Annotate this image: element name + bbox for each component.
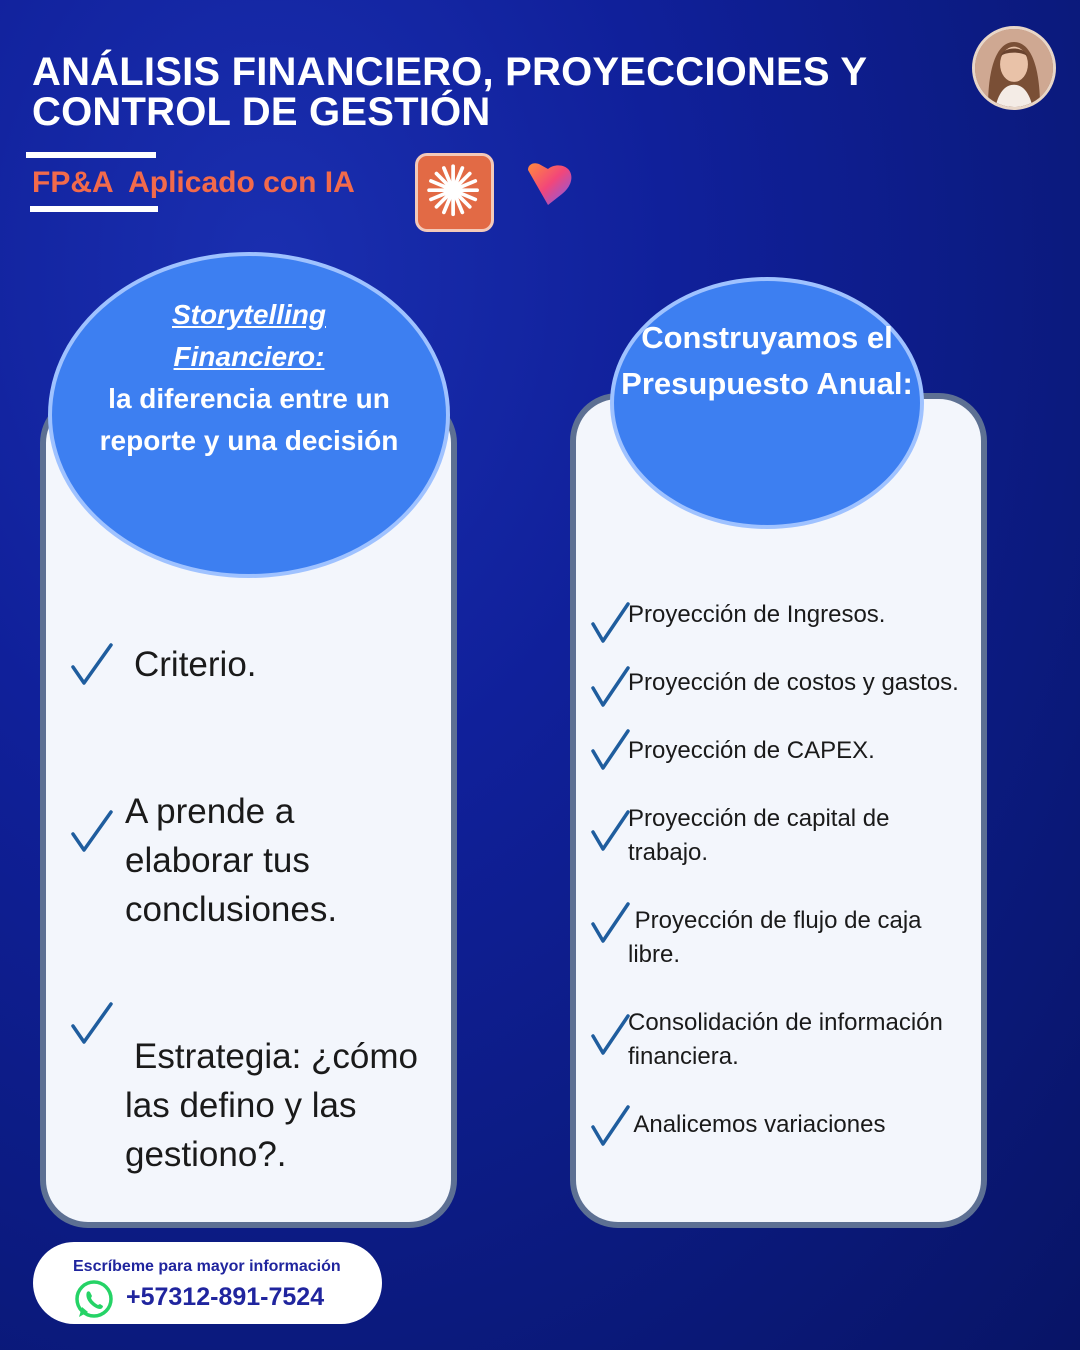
left-item-estrategia: Estrategia: ¿cómo las defino y las gestiono?. xyxy=(125,1037,418,1174)
right-card-heading: Construyamos el Presupuesto Anual: xyxy=(610,277,924,529)
checkmark-icon xyxy=(590,900,630,946)
heading-storytelling: Storytelling xyxy=(171,299,326,330)
contact-label: Escríbeme para mayor información xyxy=(73,1258,341,1275)
heading-financiero: Financiero: xyxy=(173,341,325,372)
right-item-capex: Proyección de CAPEX. xyxy=(628,737,875,764)
right-item-ingresos: Proyección de Ingresos. xyxy=(628,601,886,628)
phone-number[interactable]: +57312-891-7524 xyxy=(126,1283,325,1311)
right-item-variaciones: Analicemos variaciones xyxy=(628,1111,886,1138)
subtitle-rule-top xyxy=(26,152,156,158)
checkmark-icon xyxy=(70,1000,114,1048)
heading-subtext: la diferencia entre un reporte y una decisión xyxy=(99,383,399,456)
checkmark-icon xyxy=(70,641,114,689)
title-line-2: CONTROL DE GESTIÓN xyxy=(32,90,491,134)
right-item-consolidacion: Consolidación de información financiera. xyxy=(628,1009,943,1070)
checkmark-icon xyxy=(590,1012,630,1058)
checkmark-icon xyxy=(590,600,630,646)
profile-photo-icon xyxy=(975,29,1053,107)
subtitle-rule-bottom xyxy=(30,206,158,212)
avatar xyxy=(972,26,1056,110)
whatsapp-icon[interactable] xyxy=(73,1279,115,1321)
checkmark-icon xyxy=(590,727,630,773)
right-item-flujo: Proyección de flujo de caja libre. xyxy=(628,907,929,968)
checkmark-icon xyxy=(70,808,114,856)
heart-icon xyxy=(524,162,574,208)
left-card-heading xyxy=(48,252,450,578)
left-item-conclusiones: A prende a elaborar tus conclusiones. xyxy=(125,792,338,929)
title-line-1: ANÁLISIS FINANCIERO, PROYECCIONES Y xyxy=(32,50,868,94)
checkmark-icon xyxy=(590,664,630,710)
subtitle: FP&A Aplicado con IA xyxy=(32,166,355,199)
right-item-capital: Proyección de capital de trabajo. xyxy=(628,805,890,866)
page-title xyxy=(32,52,932,132)
checkmark-icon xyxy=(590,1103,630,1149)
claude-asterisk-icon xyxy=(415,153,494,232)
right-item-costos: Proyección de costos y gastos. xyxy=(628,669,959,696)
left-item-criterio: Criterio. xyxy=(134,645,257,684)
checkmark-icon xyxy=(590,808,630,854)
contact-pill[interactable] xyxy=(33,1242,382,1324)
